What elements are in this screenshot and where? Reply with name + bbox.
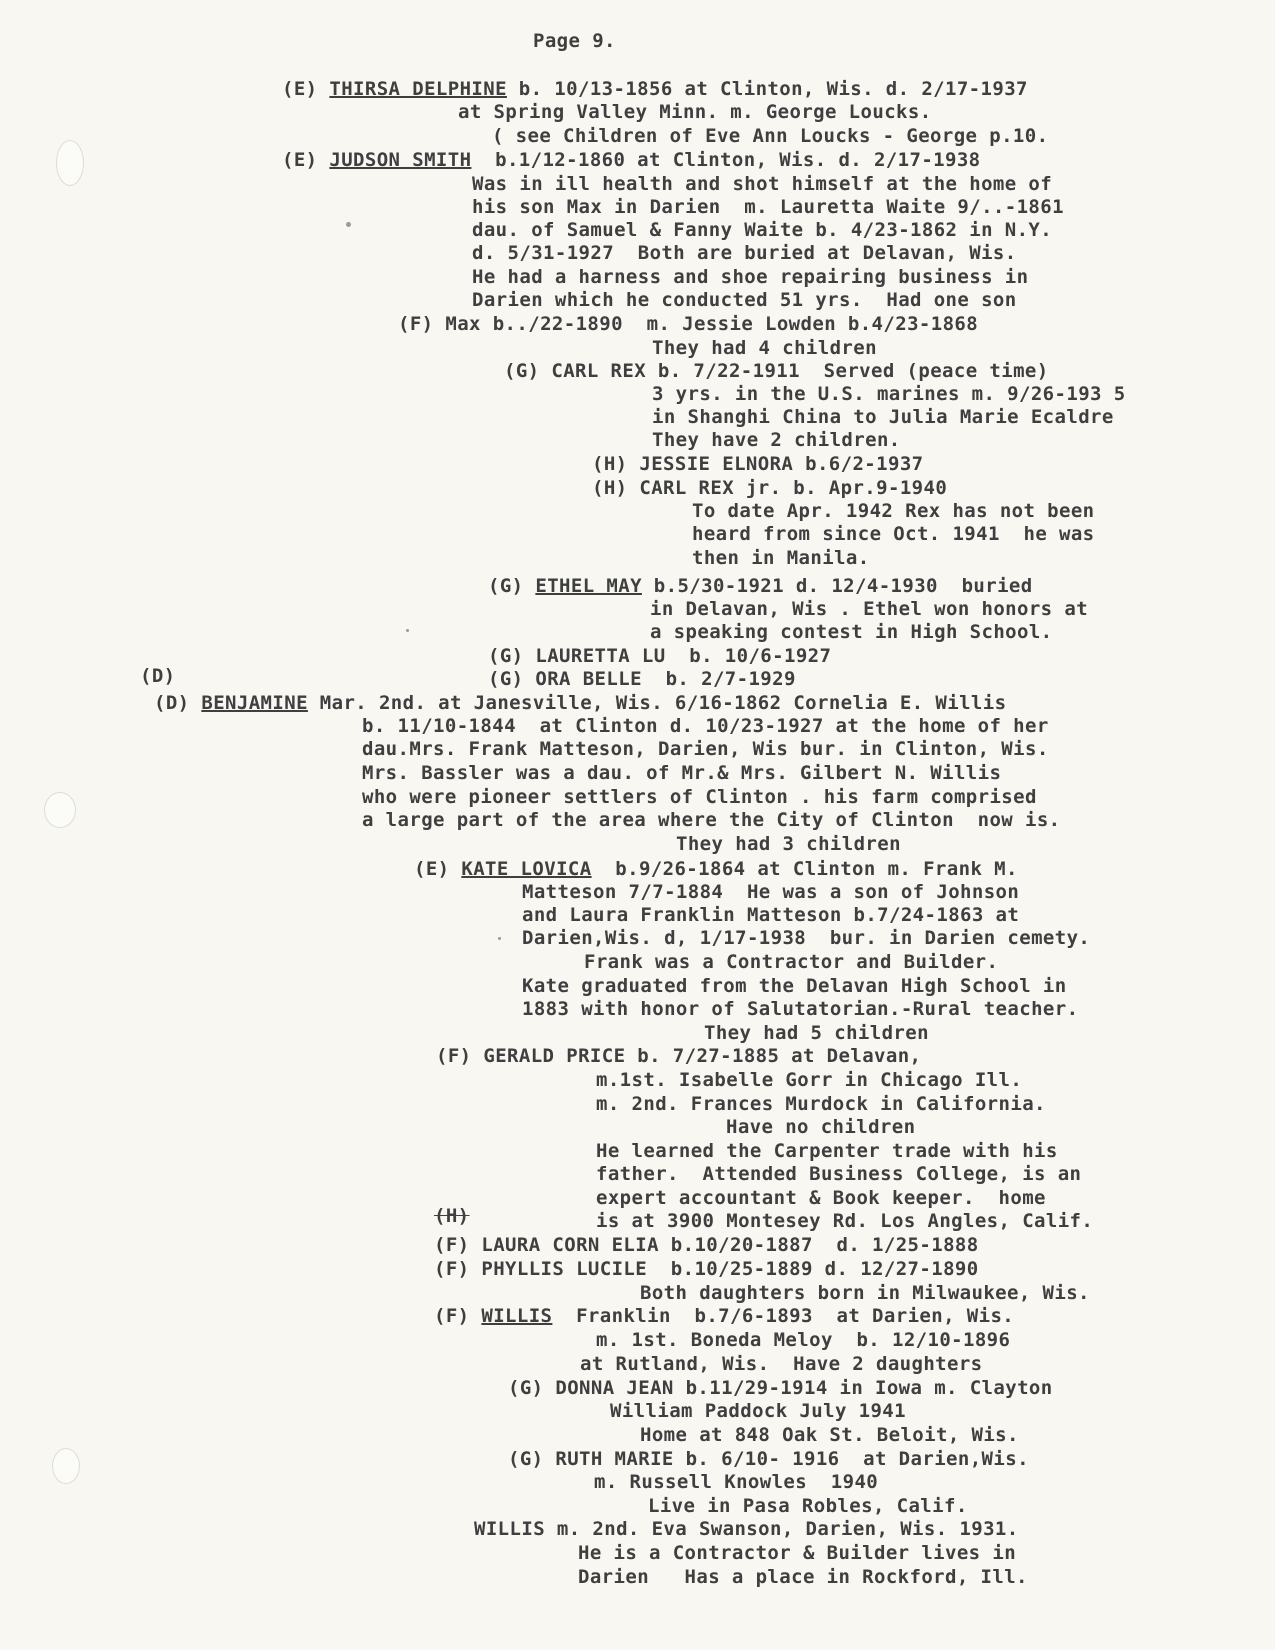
entry-line: William Paddock July 1941	[610, 1400, 906, 1422]
person-name: BENJAMINE	[201, 692, 308, 714]
entry-line: ( see Children of Eve Ann Loucks - George p.10.	[492, 125, 1049, 147]
entry-line: and Laura Franklin Matteson b.7/24-1863 at	[522, 904, 1020, 926]
entry-line: m. Russell Knowles 1940	[594, 1471, 879, 1493]
hole-punch-mark	[56, 140, 84, 186]
entry-line: m.1st. Isabelle Gorr in Chicago Ill.	[596, 1069, 1023, 1091]
entry-line: They had 5 children	[704, 1022, 929, 1044]
person-name: JUDSON SMITH	[329, 149, 472, 171]
entry-line: Darien,Wis. d, 1/17-1938 bur. in Darien cemety.	[522, 927, 1091, 949]
ink-speck	[346, 222, 351, 227]
entry-line: (G) ETHEL MAY b.5/30-1921 d. 12/4-1930 buried	[488, 575, 1033, 597]
hole-punch-mark	[52, 1448, 80, 1484]
person-name: WILLIS	[481, 1305, 553, 1327]
entry-line: dau.Mrs. Frank Matteson, Darien, Wis bur. in Clinton, Wis.	[362, 738, 1049, 760]
entry-line: Darien Has a place in Rockford, Ill.	[578, 1566, 1028, 1588]
entry-line: Frank was a Contractor and Builder.	[584, 951, 999, 973]
entry-line: (G) DONNA JEAN b.11/29-1914 in Iowa m. Clayton	[508, 1377, 1053, 1399]
entry-line: Both daughters born in Milwaukee, Wis.	[640, 1282, 1090, 1304]
entry-line: father. Attended Business College, is an	[596, 1163, 1082, 1185]
entry-line: (H)	[434, 1205, 470, 1227]
entry-line: Matteson 7/7-1884 He was a son of Johnson	[522, 881, 1020, 903]
entry-line: (E) JUDSON SMITH b.1/12-1860 at Clinton, Wis. d. 2/17-1938	[282, 149, 981, 171]
entry-line: (E) KATE LOVICA b.9/26-1864 at Clinton m. Frank M.	[414, 858, 1018, 880]
entry-line: (H) CARL REX jr. b. Apr.9-1940	[592, 477, 948, 499]
entry-line: 1883 with honor of Salutatorian.-Rural teacher.	[522, 998, 1079, 1020]
entry-line: (F) PHYLLIS LUCILE b.10/25-1889 d. 12/27-1890	[434, 1258, 979, 1280]
entry-line: Kate graduated from the Delavan High School in	[522, 975, 1067, 997]
entry-line: (E) THIRSA DELPHINE b. 10/13-1856 at Clinton, Wis. d. 2/17-1937	[282, 78, 1028, 100]
entry-line: (D)	[140, 665, 176, 687]
entry-line: m. 1st. Boneda Meloy b. 12/10-1896	[596, 1329, 1011, 1351]
person-name: ETHEL MAY	[535, 575, 642, 597]
entry-line: a large part of the area where the City of Clinton now is.	[362, 809, 1061, 831]
entry-line: They had 4 children	[652, 337, 877, 359]
entry-line: a speaking contest in High School.	[650, 621, 1053, 643]
entry-line: b. 11/10-1844 at Clinton d. 10/23-1927 at the home of her	[362, 715, 1049, 737]
entry-line: Mrs. Bassler was a dau. of Mr.& Mrs. Gilbert N. Willis	[362, 762, 1002, 784]
page-label: Page 9.	[533, 30, 616, 52]
entry-line: m. 2nd. Frances Murdock in California.	[596, 1093, 1046, 1115]
entry-line: then in Manila.	[692, 547, 870, 569]
person-name: THIRSA DELPHINE	[329, 78, 507, 100]
entry-line: They have 2 children.	[652, 429, 901, 451]
entry-line: (F) Max b../22-1890 m. Jessie Lowden b.4/23-1868	[398, 313, 979, 335]
entry-line: who were pioneer settlers of Clinton . his farm comprised	[362, 786, 1037, 808]
entry-line: Home at 848 Oak St. Beloit, Wis.	[640, 1424, 1019, 1446]
entry-line: To date Apr. 1942 Rex has not been	[692, 500, 1095, 522]
entry-line: He had a harness and shoe repairing business in	[472, 266, 1029, 288]
entry-line: Have no children	[726, 1116, 916, 1138]
entry-line: expert accountant & Book keeper. home	[596, 1187, 1046, 1209]
entry-line: They had 3 children	[676, 833, 901, 855]
entry-line: 3 yrs. in the U.S. marines m. 9/26-193 5	[652, 383, 1126, 405]
entry-line: (F) GERALD PRICE b. 7/27-1885 at Delavan,	[436, 1045, 922, 1067]
entry-line: (G) ORA BELLE b. 2/7-1929	[488, 668, 796, 690]
entry-line: is at 3900 Montesey Rd. Los Angles, Calif.	[596, 1210, 1094, 1232]
entry-line: Darien which he conducted 51 yrs. Had one son	[472, 289, 1017, 311]
entry-line: (D) BENJAMINE Mar. 2nd. at Janesville, Wis. 6/16-1862 Cornelia E. Willis	[154, 692, 1007, 714]
entry-line: in Shanghi China to Julia Marie Ecaldre	[652, 406, 1114, 428]
entry-line: (G) LAURETTA LU b. 10/6-1927	[488, 645, 832, 667]
entry-line: He learned the Carpenter trade with his	[596, 1140, 1058, 1162]
entry-line: at Spring Valley Minn. m. George Loucks.	[458, 101, 932, 123]
entry-line: d. 5/31-1927 Both are buried at Delavan, Wis.	[472, 242, 1017, 264]
entry-line: WILLIS m. 2nd. Eva Swanson, Darien, Wis. 1931.	[474, 1518, 1019, 1540]
entry-line: (F) LAURA CORN ELIA b.10/20-1887 d. 1/25-1888	[434, 1234, 979, 1256]
ink-speck	[406, 629, 409, 632]
entry-line: (F) WILLIS Franklin b.7/6-1893 at Darien, Wis.	[434, 1305, 1015, 1327]
entry-line: heard from since Oct. 1941 he was	[692, 523, 1095, 545]
entry-line: He is a Contractor & Builder lives in	[578, 1542, 1017, 1564]
entry-line: Live in Pasa Robles, Calif.	[648, 1495, 968, 1517]
entry-line: Was in ill health and shot himself at the home of	[472, 173, 1053, 195]
entry-line: (G) RUTH MARIE b. 6/10- 1916 at Darien,Wis.	[508, 1448, 1029, 1470]
person-name: KATE LOVICA	[461, 858, 592, 880]
entry-line: (H) JESSIE ELNORA b.6/2-1937	[592, 453, 924, 475]
ink-speck	[498, 937, 501, 940]
entry-line: dau. of Samuel & Fanny Waite b. 4/23-1862 in N.Y.	[472, 219, 1053, 241]
entry-line: in Delavan, Wis . Ethel won honors at	[650, 598, 1089, 620]
entry-line: (G) CARL REX b. 7/22-1911 Served (peace time)	[504, 360, 1049, 382]
entry-line: at Rutland, Wis. Have 2 daughters	[580, 1353, 983, 1375]
entry-line: his son Max in Darien m. Lauretta Waite 9/..-1861	[472, 196, 1064, 218]
hole-punch-mark	[44, 792, 76, 828]
